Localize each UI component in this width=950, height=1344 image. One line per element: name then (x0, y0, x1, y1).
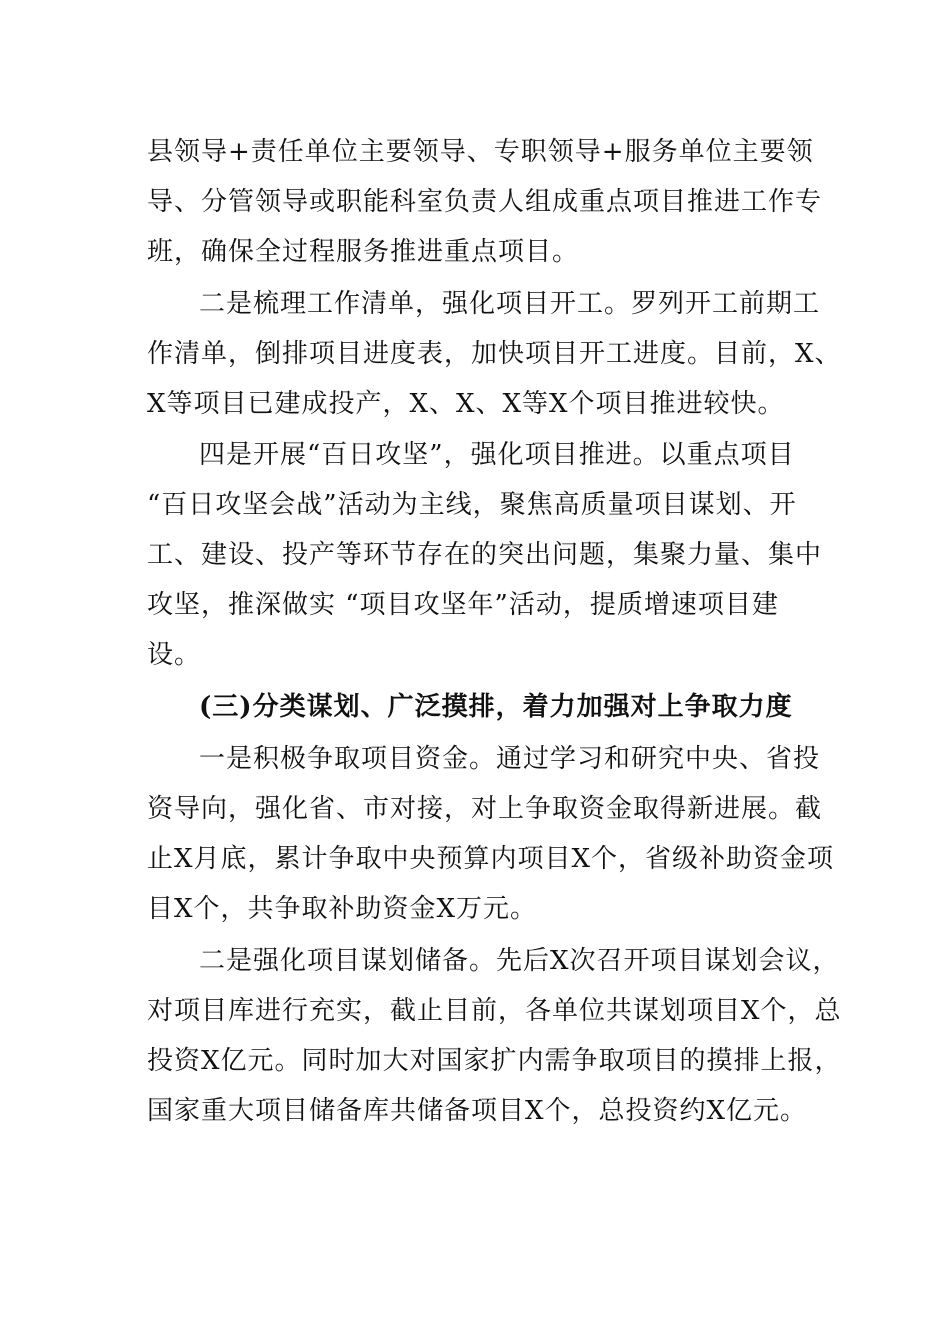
paragraph-first-line: 二是梳理工作清单，强化项目开工。罗列开工前期工 (199, 289, 821, 319)
paragraph-first-line: 四是开展“百日攻坚”，强化项目推进。以重点项目 (199, 440, 795, 470)
text-line: 工、建设、投产等环节存在的突出问题，集聚力量、集中 (147, 540, 823, 570)
text-line: 国家重大项目储备库共储备项目X个，总投资约X亿元。 (147, 1096, 808, 1126)
paragraph-first-line: 二是强化项目谋划储备。先后X次召开项目谋划会议， (199, 946, 840, 976)
text-line: 止X月底，累计争取中央预算内项目X个，省级补助资金项 (147, 844, 835, 874)
text-line: 县领导+责任单位主要领导、专职领导+服务单位主要领 (147, 137, 814, 167)
section-heading: (三)分类谋划、广泛摸排，着力加强对上争取力度 (199, 692, 793, 722)
paragraph-first-line: 一是积极争取项目资金。通过学习和研究中央、省投 (199, 744, 821, 774)
text-line: 导、分管领导或职能科室负责人组成重点项目推进工作专 (147, 187, 823, 217)
text-line: 目X个，共争取补助资金X万元。 (147, 894, 538, 924)
text-line: 作清单，倒排项目进度表，加快项目开工进度。目前，X、 (147, 339, 842, 369)
text-line: 设。 (147, 640, 202, 670)
text-line: X等项目已建成投产，X、X、X等X个项目推进较快。 (147, 389, 785, 419)
text-line: 对项目库进行充实，截止目前，各单位共谋划项目X个，总 (147, 996, 842, 1026)
text-line: 攻坚，推深做实 “项目攻坚年”活动，提质增速项目建 (147, 590, 779, 620)
text-line: 班，确保全过程服务推进重点项目。 (147, 237, 580, 267)
text-line: 投资X亿元。同时加大对国家扩内需争取项目的摸排上报， (147, 1046, 842, 1076)
text-line: 资导向，强化省、市对接，对上争取资金取得新进展。截 (147, 794, 823, 824)
text-line: “百日攻坚会战”活动为主线，聚焦高质量项目谋划、开 (147, 490, 797, 520)
